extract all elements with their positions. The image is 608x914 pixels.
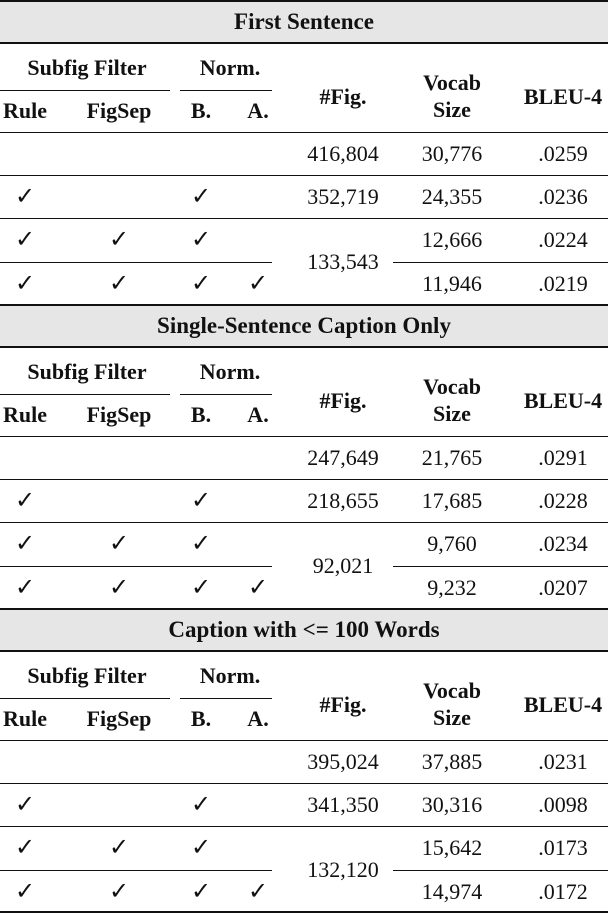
check-rule: ✓ [14, 488, 36, 514]
vocab-size-cell: 37,885 [421, 749, 483, 774]
check-b: ✓ [190, 792, 212, 818]
fig-count-cell: 341,350 [307, 792, 379, 817]
row-rule [0, 870, 272, 871]
header-group-rule [180, 90, 272, 91]
bleu-cell: .0236 [538, 184, 588, 209]
header-fig: #Fig. [319, 692, 367, 717]
header-vocab: Vocab [423, 70, 481, 95]
header-group-rule [0, 394, 170, 395]
header-group-rule [0, 90, 170, 91]
header-a: A. [247, 402, 269, 427]
table-bottom-rule [0, 911, 608, 913]
check-figsep: ✓ [108, 271, 130, 297]
header-vocab: Vocab [423, 678, 481, 703]
check-rule: ✓ [14, 184, 36, 210]
header-group-rule [180, 394, 272, 395]
vocab-size-cell: 17,685 [421, 488, 483, 513]
row-rule [0, 566, 272, 567]
header-b: B. [190, 402, 212, 427]
check-rule: ✓ [14, 271, 36, 297]
header-fig: #Fig. [319, 84, 367, 109]
bleu-cell: .0259 [538, 141, 588, 166]
header-norm: Norm. [199, 663, 261, 688]
check-rule: ✓ [14, 531, 36, 557]
fig-count-cell: 395,024 [307, 749, 379, 774]
header-norm: Norm. [199, 55, 261, 80]
fig-count-cell: 218,655 [307, 488, 379, 513]
check-a: ✓ [247, 575, 269, 601]
row-rule [0, 175, 608, 176]
row-rule [0, 826, 608, 827]
check-figsep: ✓ [108, 879, 130, 905]
check-b: ✓ [190, 184, 212, 210]
vocab-size-cell: 12,666 [421, 227, 483, 252]
row-rule [0, 132, 608, 133]
check-b: ✓ [190, 227, 212, 253]
vocab-size-cell: 21,765 [421, 445, 483, 470]
header-subfig-filter: Subfig Filter [27, 55, 147, 80]
check-figsep: ✓ [108, 531, 130, 557]
fig-count-cell: 132,120 [307, 857, 379, 882]
check-rule: ✓ [14, 792, 36, 818]
table-section [0, 608, 608, 911]
vocab-size-cell: 30,776 [421, 141, 483, 166]
header-fig: #Fig. [319, 388, 367, 413]
bleu-cell: .0231 [538, 749, 588, 774]
header-bleu: BLEU-4 [523, 84, 603, 109]
header-figsep: FigSep [86, 402, 152, 427]
check-b: ✓ [190, 835, 212, 861]
row-rule [0, 783, 608, 784]
fig-count-cell: 133,543 [307, 249, 379, 274]
row-rule [0, 479, 608, 480]
row-rule [393, 870, 608, 871]
table-section [0, 304, 608, 607]
row-rule [0, 262, 272, 263]
row-rule [0, 218, 608, 219]
row-rule [0, 740, 608, 741]
check-figsep: ✓ [108, 835, 130, 861]
header-b: B. [190, 98, 212, 123]
header-size: Size [433, 97, 471, 122]
check-a: ✓ [247, 879, 269, 905]
header-group-rule [180, 698, 272, 699]
check-b: ✓ [190, 271, 212, 297]
row-rule [393, 262, 608, 263]
row-rule [0, 436, 608, 437]
bleu-cell: .0098 [538, 792, 588, 817]
vocab-size-cell: 9,232 [427, 575, 477, 600]
header-bleu: BLEU-4 [523, 692, 603, 717]
fig-count-cell: 416,804 [307, 141, 379, 166]
row-rule [393, 566, 608, 567]
header-a: A. [247, 706, 269, 731]
check-rule: ✓ [14, 227, 36, 253]
bleu-cell: .0172 [538, 879, 588, 904]
check-rule: ✓ [14, 835, 36, 861]
check-figsep: ✓ [108, 227, 130, 253]
bleu-cell: .0224 [538, 227, 588, 252]
header-rule: Rule [3, 402, 47, 427]
header-subfig-filter: Subfig Filter [27, 663, 147, 688]
check-b: ✓ [190, 879, 212, 905]
check-figsep: ✓ [108, 575, 130, 601]
vocab-size-cell: 15,642 [421, 835, 483, 860]
bleu-cell: .0234 [538, 531, 588, 556]
row-rule [0, 522, 608, 523]
header-size: Size [433, 705, 471, 730]
bleu-cell: .0173 [538, 835, 588, 860]
header-b: B. [190, 706, 212, 731]
fig-count-cell: 352,719 [307, 184, 379, 209]
bleu-cell: .0291 [538, 445, 588, 470]
check-b: ✓ [190, 488, 212, 514]
header-figsep: FigSep [86, 98, 152, 123]
bleu-cell: .0228 [538, 488, 588, 513]
bleu-cell: .0219 [538, 271, 588, 296]
header-a: A. [247, 98, 269, 123]
fig-count-cell: 247,649 [307, 445, 379, 470]
vocab-size-cell: 30,316 [421, 792, 483, 817]
fig-count-cell: 92,021 [312, 553, 374, 578]
section-title: Single-Sentence Caption Only [0, 304, 608, 348]
check-rule: ✓ [14, 575, 36, 601]
check-rule: ✓ [14, 879, 36, 905]
header-subfig-filter: Subfig Filter [27, 359, 147, 384]
header-group-rule [0, 698, 170, 699]
table-section [0, 0, 608, 303]
section-title: First Sentence [0, 0, 608, 44]
check-a: ✓ [247, 271, 269, 297]
header-figsep: FigSep [86, 706, 152, 731]
bleu-cell: .0207 [538, 575, 588, 600]
header-rule: Rule [3, 706, 47, 731]
check-b: ✓ [190, 575, 212, 601]
header-norm: Norm. [199, 359, 261, 384]
header-bleu: BLEU-4 [523, 388, 603, 413]
header-size: Size [433, 401, 471, 426]
header-rule: Rule [3, 98, 47, 123]
vocab-size-cell: 11,946 [422, 271, 482, 296]
section-title: Caption with <= 100 Words [0, 608, 608, 652]
check-b: ✓ [190, 531, 212, 557]
vocab-size-cell: 14,974 [421, 879, 483, 904]
header-vocab: Vocab [423, 374, 481, 399]
vocab-size-cell: 9,760 [427, 531, 477, 556]
vocab-size-cell: 24,355 [421, 184, 483, 209]
